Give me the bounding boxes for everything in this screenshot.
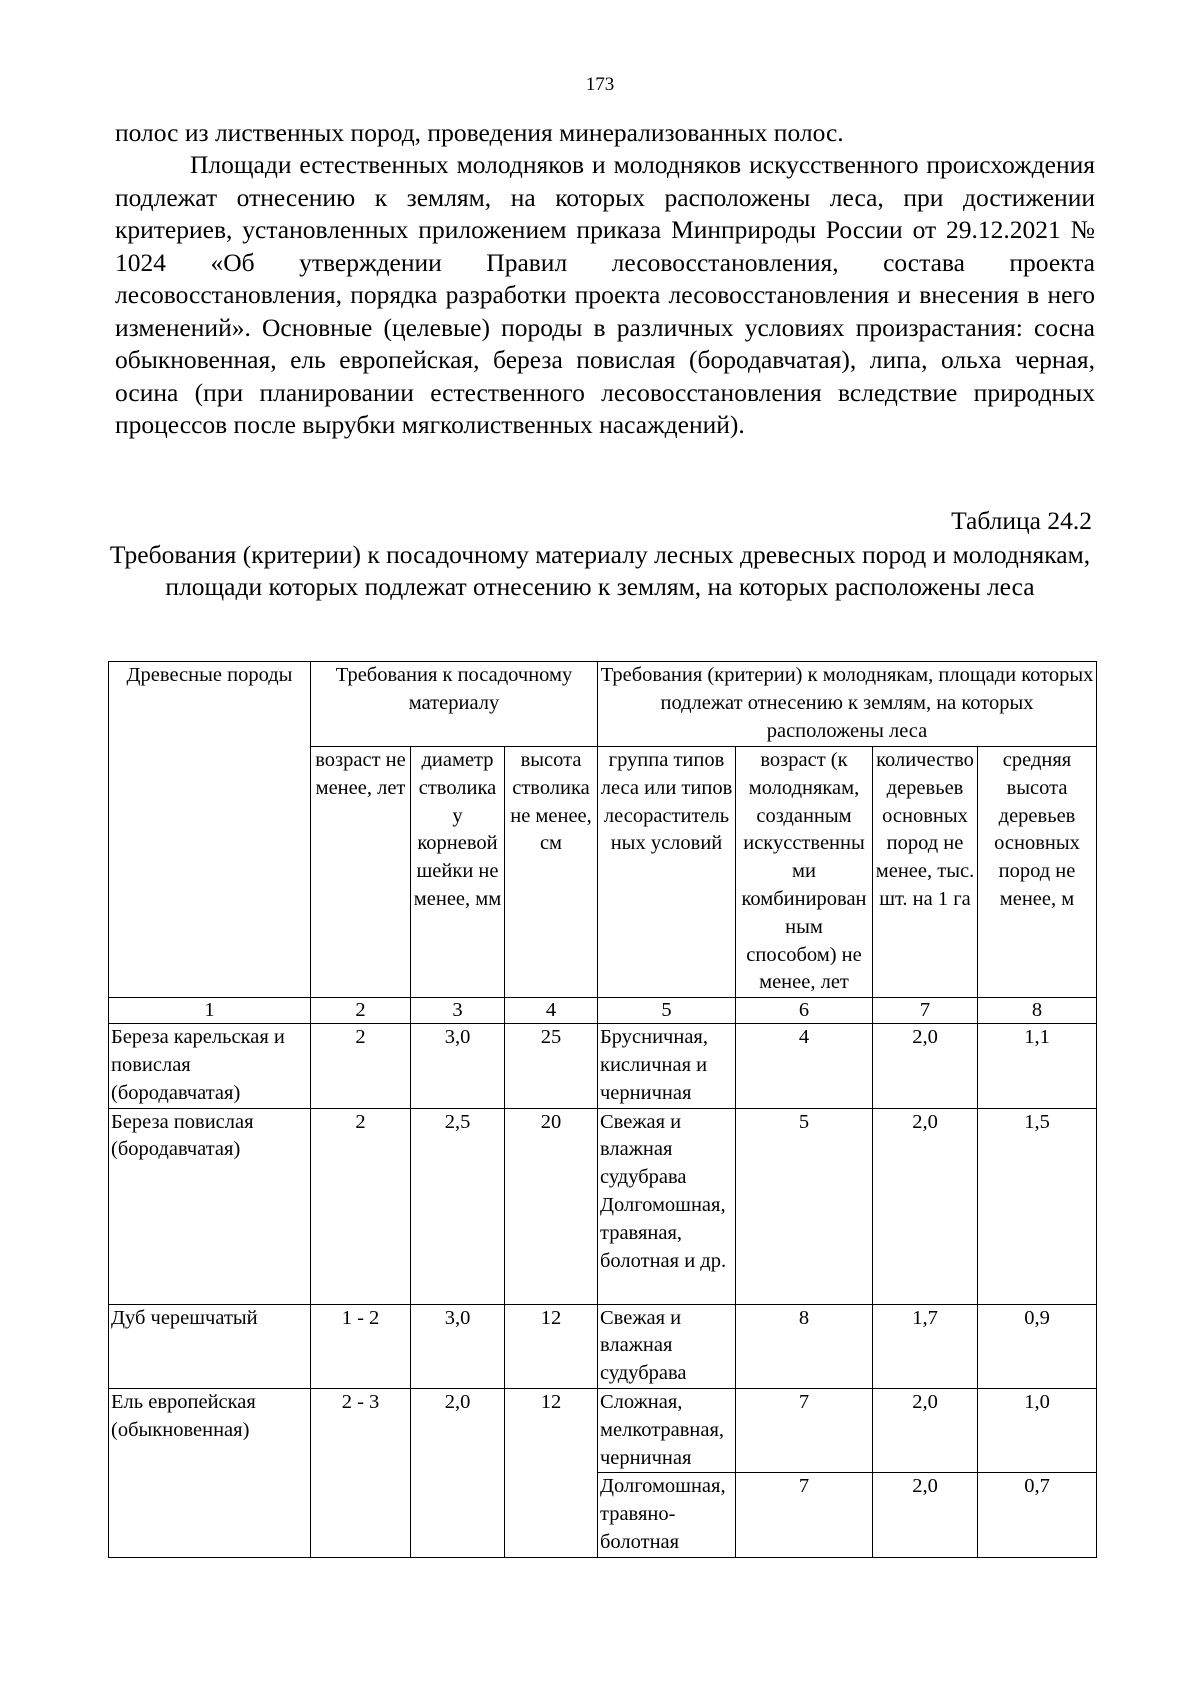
cell-height: 25: [505, 1024, 598, 1108]
table-title: Требования (критерии) к посадочному материалу лесных древесных пород и молоднякам, площади которых подлежат отнесению к землям, на которых расположены леса: [109, 540, 1091, 601]
cell-young-age: 7: [736, 1388, 873, 1472]
column-number: 5: [598, 998, 736, 1024]
cell-avg-height: 1,1: [978, 1024, 1097, 1108]
header-col-young-age: возраст (к молоднякам, созданным искусственными комбинированным способом) не менее, лет: [736, 747, 873, 998]
requirements-table: [108, 661, 1097, 1558]
cell-age: 2: [311, 1108, 411, 1304]
cell-height: 12: [505, 1388, 598, 1557]
cell-age: 2: [311, 1024, 411, 1108]
cell-young-age: 7: [736, 1473, 873, 1557]
cell-forest-type: Долгомошная, травяно-болотная: [598, 1473, 736, 1557]
header-species: Древесные породы: [109, 662, 311, 998]
header-col-age: возраст не менее, лет: [311, 747, 411, 998]
column-number: 1: [109, 998, 311, 1024]
paragraph-main: Площади естественных молодняков и молодняков искусственного происхождения подлежат отнесению к землям, на которых расположены леса, при достижении критериев, установленных приложением приказа Минприроды России от 29.12.2021 № 1024 «Об утверждении Правил лесовосстановления, состава проекта лесовосстановления, порядка разработки проекта лесовосстановления и внесения в него изменений». Основные (целевые) породы в различных условиях произрастания: сосна обыкновенная, ель европейская, береза повислая (бородавчатая), липа, ольха черная, осина (при планировании естественного лесовосстановления вследствие природных процессов после вырубки мягколиственных насаждений).: [115, 150, 1095, 439]
column-number: 3: [411, 998, 505, 1024]
cell-count: 2,0: [873, 1108, 978, 1304]
cell-young-age: 8: [736, 1304, 873, 1388]
cell-age: 2 - 3: [311, 1388, 411, 1557]
header-col-diameter: диаметр стволика у корневой шейки не менее, мм: [411, 747, 505, 998]
table-row: [109, 1304, 1097, 1388]
header-col-height: высота стволика не менее, см: [505, 747, 598, 998]
table-row: [109, 1024, 1097, 1108]
table-header-row-1: [109, 662, 1097, 747]
header-col-count: количество деревьев основных пород не менее, тыс. шт. на 1 га: [873, 747, 978, 998]
column-number: 8: [978, 998, 1097, 1024]
cell-diameter: 2,5: [411, 1108, 505, 1304]
cell-avg-height: 0,7: [978, 1473, 1097, 1557]
cell-avg-height: 1,5: [978, 1108, 1097, 1304]
cell-diameter: 3,0: [411, 1304, 505, 1388]
cell-young-age: 4: [736, 1024, 873, 1108]
cell-species: Береза повислая (бородавчатая): [109, 1108, 311, 1304]
header-col-forest-type: группа типов леса или типов лесорастительных условий: [598, 747, 736, 998]
header-young-stands: Требования (критерии) к молоднякам, площади которых подлежат отнесению к землям, на которых расположены леса: [598, 662, 1097, 747]
cell-forest-type: Сложная, мелкотравная, черничная: [598, 1388, 736, 1472]
table-column-numbers: [109, 998, 1097, 1024]
header-col-avg-height: средняя высота деревьев основных пород не менее, м: [978, 747, 1097, 998]
cell-avg-height: 1,0: [978, 1388, 1097, 1472]
cell-diameter: 2,0: [411, 1388, 505, 1557]
cell-young-age: 5: [736, 1108, 873, 1304]
paragraph-continuation: полос из лиственных пород, проведения минерализованных полос.: [115, 118, 844, 147]
cell-height: 12: [505, 1304, 598, 1388]
cell-count: 2,0: [873, 1024, 978, 1108]
column-number: 7: [873, 998, 978, 1024]
table-row: [109, 1388, 1097, 1472]
cell-avg-height: 0,9: [978, 1304, 1097, 1388]
column-number: 6: [736, 998, 873, 1024]
cell-forest-type: Свежая и влажная судубрава: [598, 1304, 736, 1388]
cell-forest-type: Свежая и влажная судубрава Долгомошная, травяная, болотная и др.: [598, 1108, 736, 1304]
header-planting-material: Требования к посадочному материалу: [311, 662, 598, 747]
page-number: 173: [585, 74, 615, 95]
cell-species: Береза карельская и повислая (бородавчатая): [109, 1024, 311, 1108]
table-label: Таблица 24.2: [951, 506, 1092, 535]
cell-count: 1,7: [873, 1304, 978, 1388]
cell-species: Ель европейская (обыкновенная): [109, 1388, 311, 1557]
cell-age: 1 - 2: [311, 1304, 411, 1388]
cell-forest-type: Брусничная, кисличная и черничная: [598, 1024, 736, 1108]
column-number: 4: [505, 998, 598, 1024]
column-number: 2: [311, 998, 411, 1024]
cell-species: Дуб черешчатый: [109, 1304, 311, 1388]
cell-height: 20: [505, 1108, 598, 1304]
table-row: [109, 1108, 1097, 1304]
cell-count: 2,0: [873, 1473, 978, 1557]
cell-count: 2,0: [873, 1388, 978, 1472]
cell-diameter: 3,0: [411, 1024, 505, 1108]
